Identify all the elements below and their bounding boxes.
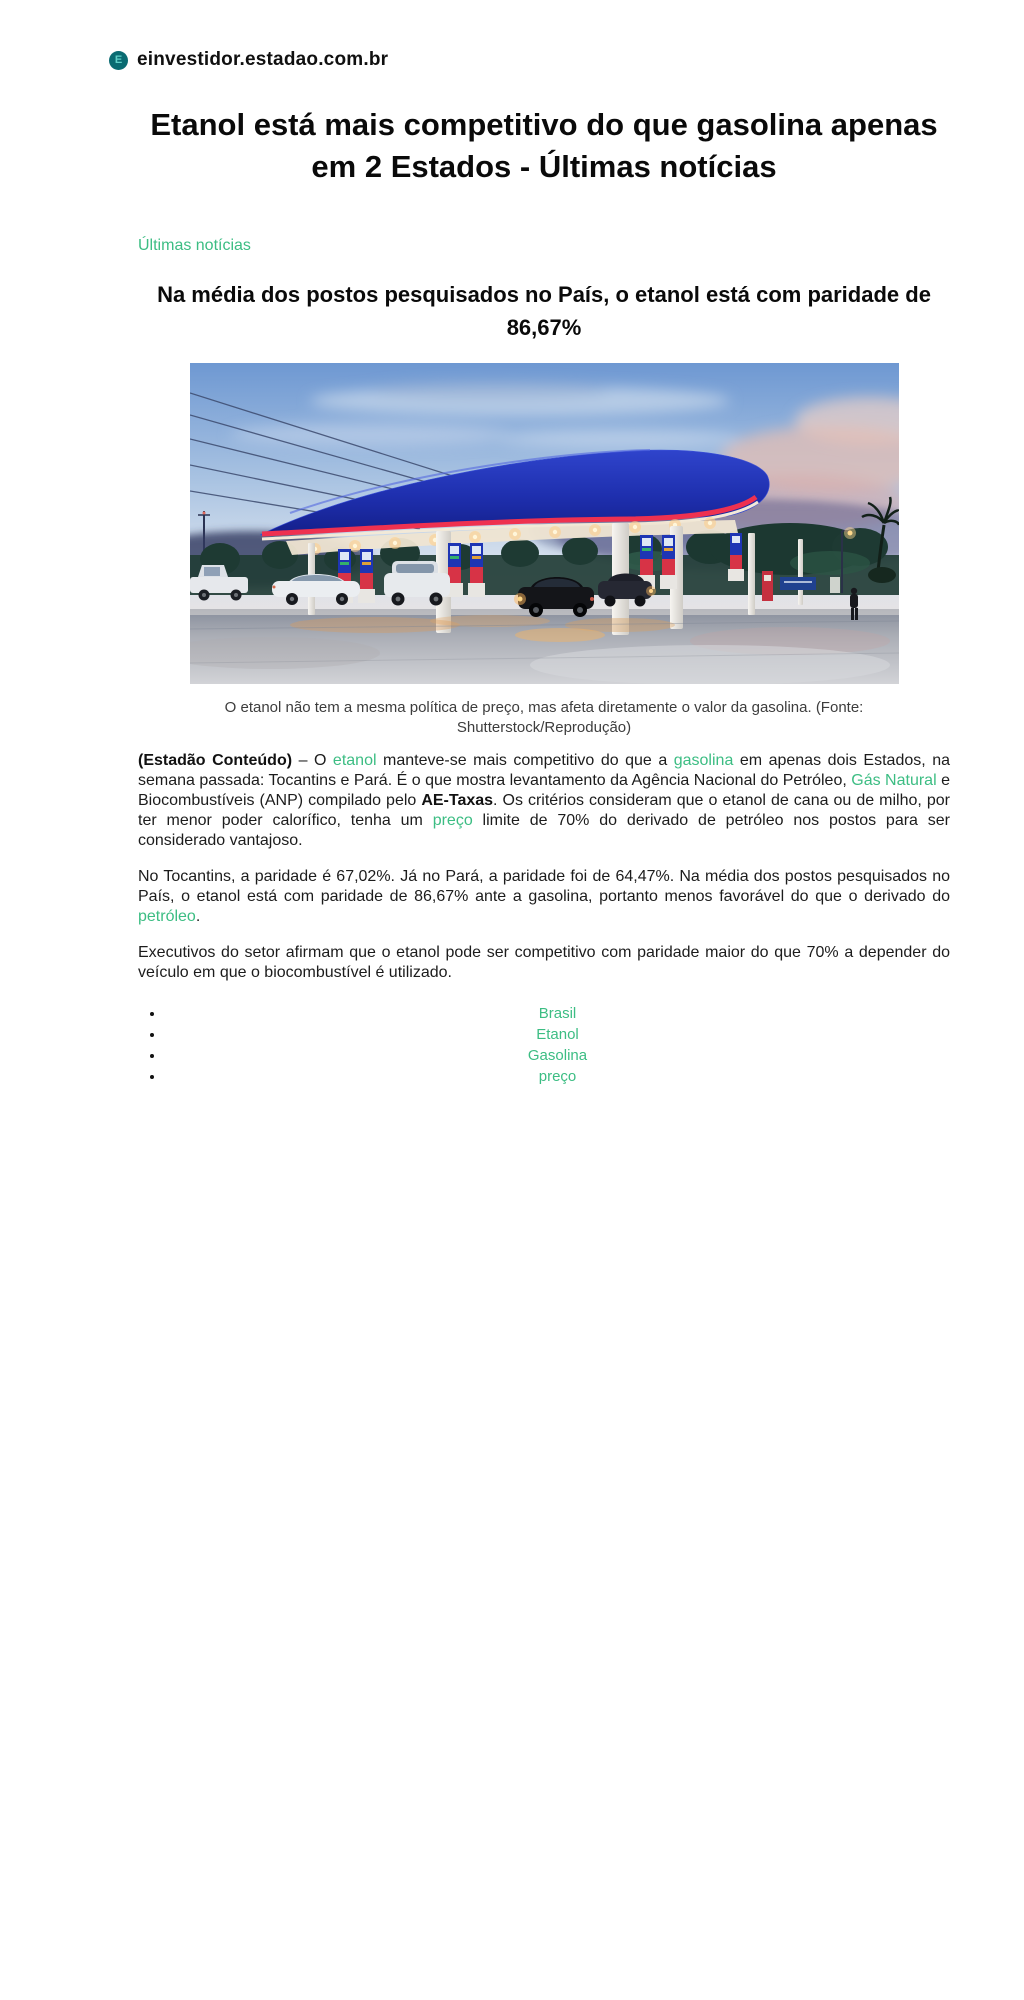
tag-link-preco[interactable]: preço [538,1068,577,1085]
tag-link-etanol[interactable]: Etanol [536,1026,579,1043]
tag-item [165,1045,950,1066]
site-favicon-icon [109,51,128,70]
article-figure [138,363,950,738]
ground-light-edge [190,609,899,615]
image-caption: O etanol não tem a mesma política de preço, mas afeta diretamente o valor da gasolina. (Fonte: Shutterstock/Reprodução) [224,699,864,736]
article-subtitle: Na média dos postos pesquisados no País, o etanol está com paridade de 86,67% [157,282,931,340]
paragraph-3: Executivos do setor afirmam que o etanol pode ser competitivo com paridade maior do que 70% a depender do veículo em que o biocombustível é utilizado. [138,944,950,981]
paragraph-1: (Estadão Conteúdo) – O etanol manteve-se mais competitivo do que a gasolina em apenas dois Estados, na semana passada: Tocantins e Pará. É o que mostra levantamento da Agência Nacional do Petróleo, Gás Natural e Biocombustíveis (ANP) compilado pelo AE-Taxas. Os critérios consideram que o etanol de cana ou de milho, por ter menor poder calorífico, tenha um preço limite de 70% do derivado de petróleo nos postos para ser considerado vantajoso. [138,752,951,849]
site-header [109,0,950,71]
article-body [138,751,950,983]
bold-ae-taxas: AE-Taxas [421,792,494,809]
inline-link-gas-natural[interactable]: Gás Natural [851,772,937,789]
page-title: Etanol está mais competitivo do que gasolina apenas em 2 Estados - Últimas notícias [150,107,938,184]
category-link[interactable]: Últimas notícias [138,237,251,254]
tag-link-gasolina[interactable]: Gasolina [527,1047,588,1064]
gas-station-photo [190,363,899,684]
favicon-glyph: E [114,53,123,66]
site-domain: einvestidor.estadao.com.br [137,49,389,70]
tag-list [138,1003,950,1087]
paragraph-2: No Tocantins, a paridade é 67,02%. Já no Pará, a paridade foi de 64,47%. Na média dos postos pesquisados no País, o etanol está com paridade de 86,67% ante a gasolina, portanto menos favorável do que o derivado do petróleo. [138,868,950,925]
article-page [114,0,951,1087]
inline-link-etanol[interactable]: etanol [332,752,377,769]
inline-link-preco[interactable]: preço [432,812,473,829]
category-row [138,237,950,255]
source-lead: (Estadão Conteúdo) [138,752,293,769]
tag-link-brasil[interactable]: Brasil [538,1005,577,1022]
inline-link-gasolina[interactable]: gasolina [673,752,734,769]
tag-item [165,1066,950,1087]
tag-item [165,1024,950,1045]
tag-item [165,1003,950,1024]
inline-link-petroleo[interactable]: petróleo [138,908,196,925]
